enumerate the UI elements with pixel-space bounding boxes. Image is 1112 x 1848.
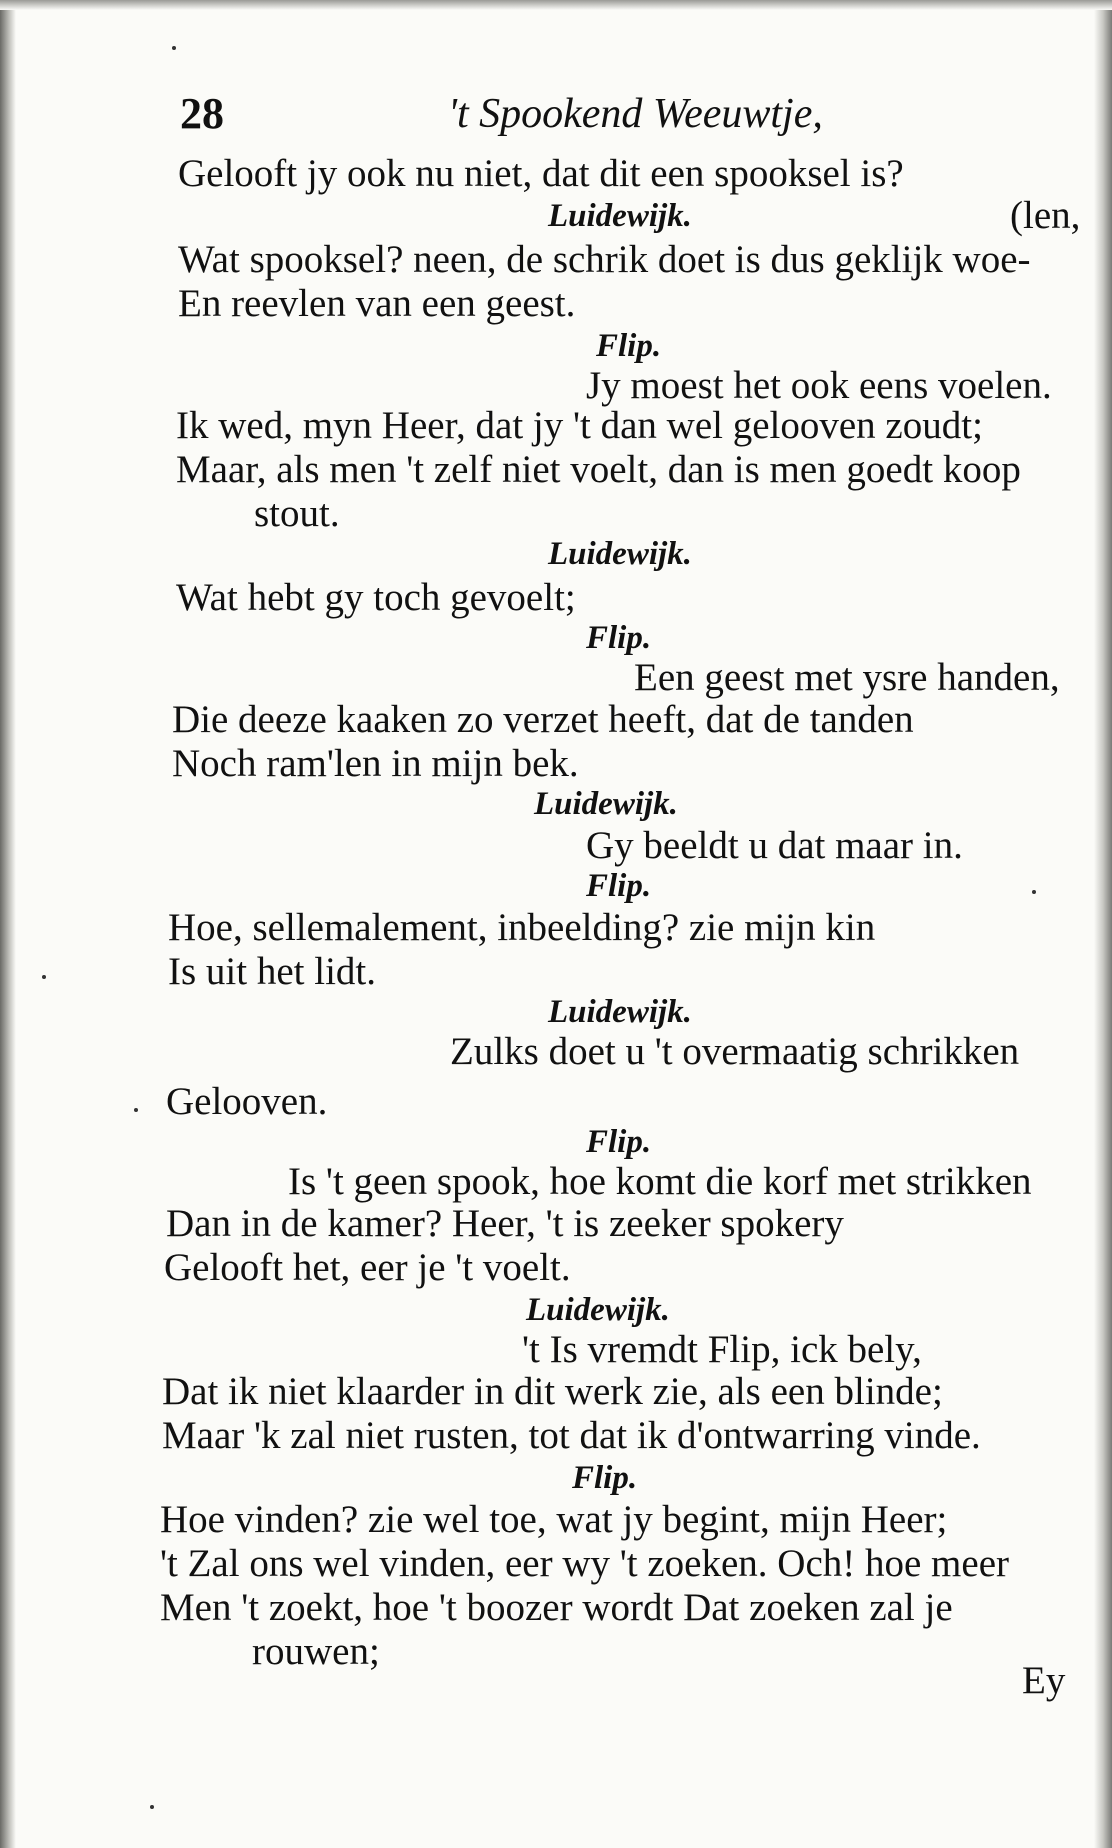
verse-line: Gelooft jy ook nu niet, dat dit een spooksel is? bbox=[178, 152, 904, 195]
verse-line: Dan in de kamer? Heer, 't is zeeker spokery bbox=[166, 1202, 844, 1245]
verse-line: Hoe, sellemalement, inbeelding? zie mijn kin bbox=[168, 906, 876, 949]
page-header bbox=[180, 88, 960, 148]
verse-line: rouwen; bbox=[252, 1630, 380, 1673]
speck bbox=[134, 1108, 138, 1112]
catchword: Ey bbox=[1022, 1659, 1066, 1702]
verse-line: Dat ik niet klaarder in dit werk zie, als een blinde; bbox=[162, 1370, 943, 1413]
verse-line: Gelooft het, eer je 't voelt. bbox=[164, 1246, 571, 1289]
speaker-name: Luidewijk. bbox=[548, 994, 692, 1030]
verse-line: stout. bbox=[254, 492, 340, 535]
verse-line-turnover: (len, bbox=[1010, 194, 1081, 237]
verse-line: Men 't zoekt, hoe 't boozer wordt Dat zoeken zal je bbox=[160, 1586, 953, 1629]
verse-line: En reevlen van een geest. bbox=[178, 282, 576, 325]
speaker-name: Luidewijk. bbox=[534, 786, 678, 822]
verse-line: 't Zal ons wel vinden, eer wy 't zoeken. Och! hoe meer bbox=[160, 1542, 1009, 1585]
verse-line: Die deeze kaaken zo verzet heeft, dat de tanden bbox=[172, 698, 914, 741]
verse-line: Gy beeldt u dat maar in. bbox=[586, 824, 963, 867]
speaker-name: Flip. bbox=[586, 620, 652, 656]
speck bbox=[1032, 890, 1036, 894]
verse-line: Is uit het lidt. bbox=[168, 950, 376, 993]
verse-line: Wat hebt gy toch gevoelt; bbox=[176, 576, 576, 619]
running-head: 't Spookend Weeuwtje, bbox=[448, 91, 823, 137]
verse-line: Wat spooksel? neen, de schrik doet is dus geklijk woe- bbox=[178, 238, 1031, 281]
verse-line: Is 't geen spook, hoe komt die korf met strikken bbox=[288, 1160, 1032, 1203]
speck bbox=[150, 1805, 154, 1809]
verse-line: Hoe vinden? zie wel toe, wat jy begint, mijn Heer; bbox=[160, 1498, 948, 1541]
verse-line: Zulks doet u 't overmaatig schrikken bbox=[450, 1030, 1020, 1073]
verse-line: Maar 'k zal niet rusten, tot dat ik d'ontwarring vinde. bbox=[162, 1414, 981, 1457]
speaker-name: Flip. bbox=[586, 868, 652, 904]
verse-line: Jy moest het ook eens voelen. bbox=[586, 364, 1052, 407]
speaker-name: Flip. bbox=[596, 328, 662, 364]
speaker-name: Flip. bbox=[586, 1124, 652, 1160]
page-top-edge bbox=[0, 0, 1112, 10]
speaker-name: Flip. bbox=[572, 1460, 638, 1496]
verse-line: Ik wed, myn Heer, dat jy 't dan wel gelooven zoudt; bbox=[176, 404, 983, 447]
page-right-edge bbox=[1094, 0, 1112, 1848]
speaker-name: Luidewijk. bbox=[548, 536, 692, 572]
verse-line: Een geest met ysre handen, bbox=[634, 656, 1060, 699]
speck bbox=[172, 46, 176, 50]
speaker-name: Luidewijk. bbox=[548, 198, 692, 234]
verse-line: Noch ram'len in mijn bek. bbox=[172, 742, 579, 785]
verse-line: Maar, als men 't zelf niet voelt, dan is men goedt koop bbox=[176, 448, 1021, 491]
page-left-edge bbox=[0, 0, 16, 1848]
speaker-name: Luidewijk. bbox=[526, 1292, 670, 1328]
page-number: 28 bbox=[180, 89, 224, 138]
verse-line: 't Is vremdt Flip, ick bely, bbox=[522, 1328, 922, 1371]
speck bbox=[42, 975, 46, 979]
verse-line: Gelooven. bbox=[166, 1080, 328, 1123]
